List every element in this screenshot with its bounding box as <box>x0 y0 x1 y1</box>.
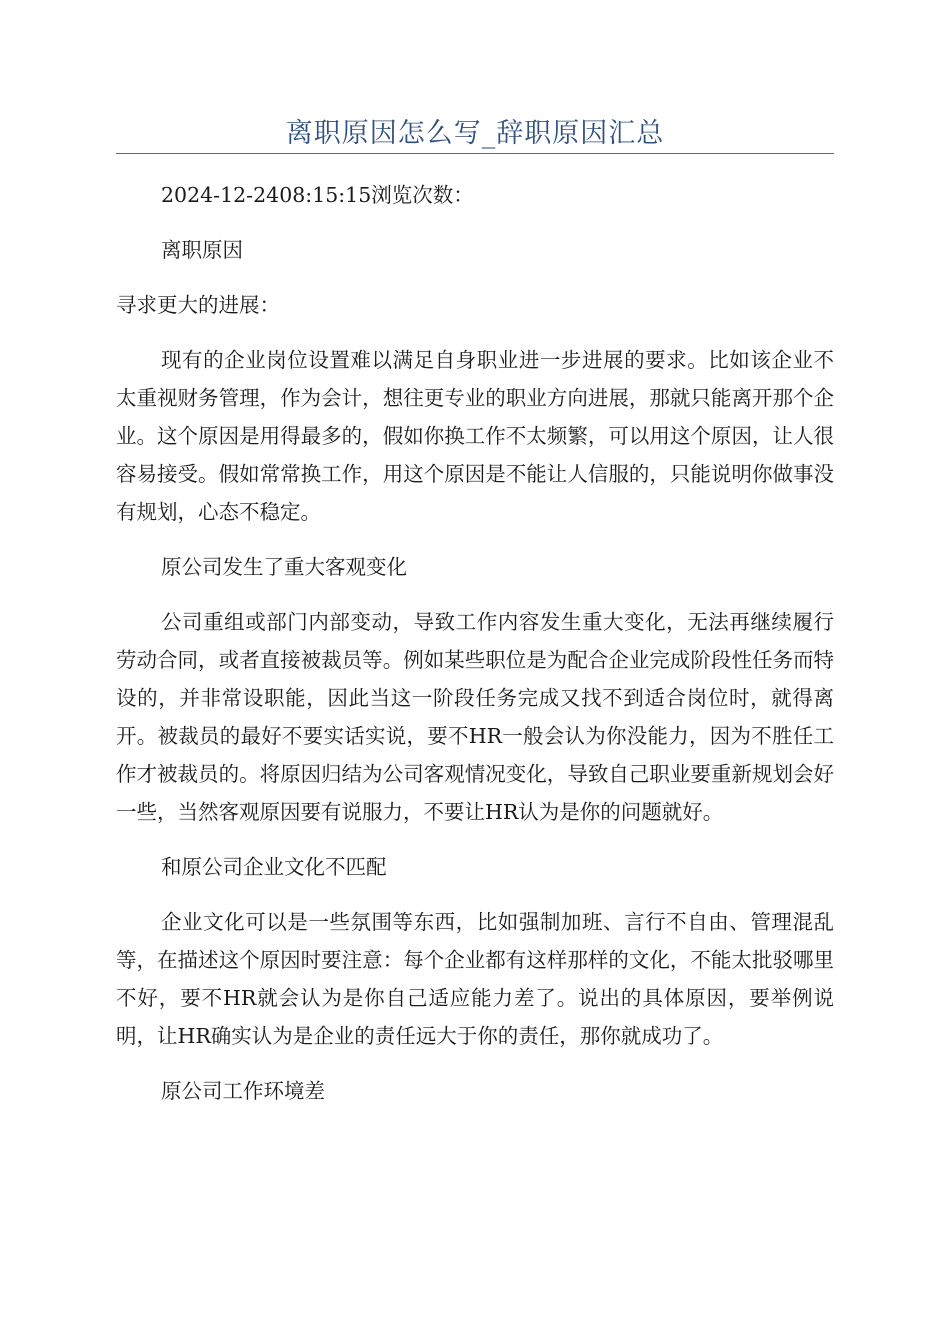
subheading-seek-development: 寻求更大的进展： <box>116 293 280 317</box>
paragraph-culture-mismatch: 企业文化可以是一些氛围等东西，比如强制加班、言行不自由、管理混乱等，在描述这个原因时要注意：每个企业都有这样那样的文化，不能太批驳哪里不好，要不HR就会认为是你自己适应能力差了。说出的具体原因，要举例说明，让HR确实认为是企业的责任远大于你的责任，那你就成功了。 <box>116 910 834 1048</box>
subheading-culture-mismatch: 和原公司企业文化不匹配 <box>161 855 387 879</box>
paragraph-seek-development: 现有的企业岗位设置难以满足自身职业进一步进展的要求。比如该企业不太重视财务管理，作为会计，想往更专业的职业方向进展，那就只能离开那个企业。这个原因是用得最多的，假如你换工作不太频繁，可以用这个原因，让人很容易接受。假如常常换工作，用这个原因是不能让人信服的，只能说明你做事没有规划，心态不稳定。 <box>116 348 834 524</box>
page-title: 离职原因怎么写_辞职原因汇总 <box>285 118 665 149</box>
subheading-company-change: 原公司发生了重大客观变化 <box>161 555 407 579</box>
title-underline <box>116 153 834 154</box>
section-heading: 离职原因 <box>161 238 243 262</box>
subheading-work-environment: 原公司工作环境差 <box>161 1079 325 1103</box>
paragraph-company-change: 公司重组或部门内部变动，导致工作内容发生重大变化，无法再继续履行劳动合同，或者直接被裁员等。例如某些职位是为配合企业完成阶段性任务而特设的，并非常设职能，因此当这一阶段任务完成又找不到适合岗位时，就得离开。被裁员的最好不要实话实说，要不HR一般会认为你没能力，因为不胜任工作才被裁员的。将原因归结为公司客观情况变化，导致自己职业要重新规划会好一些，当然客观原因要有说服力，不要让HR认为是你的问题就好。 <box>116 610 834 824</box>
meta-line: 2024-12-2408:15:15浏览次数： <box>161 183 474 207</box>
document-body <box>116 176 834 1127</box>
